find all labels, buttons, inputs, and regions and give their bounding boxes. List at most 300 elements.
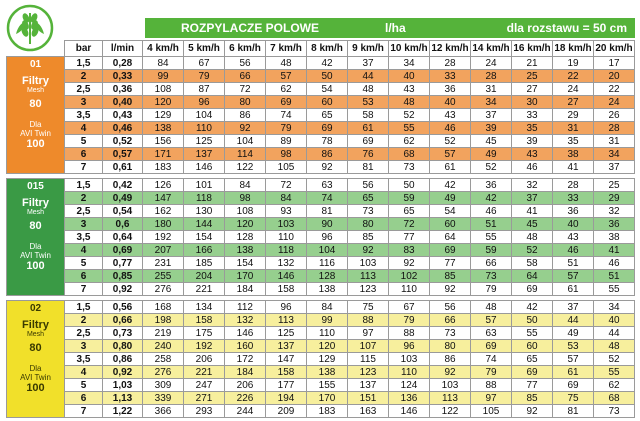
rate-cell: 113 [348,270,389,283]
rate-cell: 154 [184,231,225,244]
rate-cell: 50 [512,314,553,327]
rate-cell: 69 [348,135,389,148]
rate-cell: 198 [143,314,184,327]
rate-cell: 120 [143,96,184,109]
rate-cell: 98 [225,192,266,205]
header-speed: 4 km/h [143,41,184,57]
rate-cell: 53 [553,340,594,353]
rate-cell: 124 [389,379,430,392]
rate-cell: 92 [430,283,471,296]
rate-cell: 36 [471,179,512,192]
rate-cell: 276 [143,366,184,379]
flow-cell: 0,66 [103,314,143,327]
table-row [7,231,635,244]
rate-cell: 51 [471,218,512,231]
rate-cell: 66 [225,70,266,83]
rate-cell: 28 [594,122,635,135]
pressure-cell: 1,5 [65,301,103,314]
table-row [7,135,635,148]
table-row [7,83,635,96]
rate-cell: 162 [143,205,184,218]
filter-label: Filtry [22,319,49,331]
rate-cell: 33 [553,192,594,205]
rate-cell: 44 [594,327,635,340]
rate-cell: 74 [307,192,348,205]
avi-value: 100 [26,260,45,272]
table-row [7,353,635,366]
rate-cell: 62 [266,83,307,96]
rate-cell: 84 [307,301,348,314]
rate-cell: 52 [512,244,553,257]
rate-cell: 54 [430,205,471,218]
flow-cell: 0,85 [103,270,143,283]
rate-cell: 53 [348,96,389,109]
rate-cell: 77 [512,379,553,392]
header-speed: 5 km/h [184,41,225,57]
rate-cell: 40 [389,70,430,83]
rate-cell: 293 [184,405,225,418]
rate-cell: 65 [348,192,389,205]
rate-cell: 72 [389,218,430,231]
rate-cell: 138 [225,244,266,257]
rate-cell: 68 [389,148,430,161]
rate-cell: 60 [512,340,553,353]
rate-cell: 104 [225,135,266,148]
rate-cell: 48 [471,301,512,314]
rate-cell: 99 [307,314,348,327]
rate-cell: 134 [184,301,225,314]
rate-cell: 144 [184,218,225,231]
rate-cell: 62 [594,379,635,392]
flow-cell: 0,69 [103,244,143,257]
pressure-cell: 3,5 [65,353,103,366]
rate-cell: 35 [553,135,594,148]
pressure-cell: 2,5 [65,327,103,340]
flow-cell: 0,73 [103,327,143,340]
rate-cell: 122 [225,161,266,174]
rate-cell: 52 [471,161,512,174]
rate-cell: 43 [512,148,553,161]
rate-cell: 52 [430,135,471,148]
pressure-cell: 3 [65,218,103,231]
rate-cell: 122 [430,405,471,418]
header-speed: 12 km/h [430,41,471,57]
rate-cell: 48 [389,96,430,109]
rate-cell: 24 [553,83,594,96]
flow-cell: 0,92 [103,283,143,296]
rate-cell: 77 [430,257,471,270]
rate-cell: 114 [225,148,266,161]
rate-cell: 67 [389,301,430,314]
rate-cell: 89 [266,135,307,148]
spray-rate-table [6,40,635,418]
pressure-cell: 2 [65,314,103,327]
rate-cell: 339 [143,392,184,405]
rate-cell: 110 [266,231,307,244]
rate-cell: 20 [594,70,635,83]
flow-cell: 0,43 [103,109,143,122]
dla-label: Dla [29,120,42,129]
rate-cell: 46 [553,244,594,257]
rate-cell: 92 [430,366,471,379]
rate-cell: 61 [348,122,389,135]
rate-cell: 168 [143,301,184,314]
rate-cell: 151 [348,392,389,405]
rate-cell: 19 [553,57,594,70]
nozzle-label [7,301,64,417]
rate-cell: 36 [594,218,635,231]
rate-cell: 41 [553,161,594,174]
rate-cell: 56 [430,301,471,314]
rate-cell: 192 [184,340,225,353]
mesh-value: 80 [29,342,42,354]
rate-cell: 87 [184,83,225,96]
rate-cell: 41 [594,244,635,257]
table-row [7,379,635,392]
rate-cell: 192 [143,231,184,244]
rate-cell: 31 [553,122,594,135]
pressure-cell: 1,5 [65,57,103,70]
rate-cell: 68 [594,392,635,405]
rate-cell: 271 [184,392,225,405]
rate-cell: 128 [307,270,348,283]
table-row [7,161,635,174]
rate-cell: 219 [143,327,184,340]
rate-cell: 96 [389,340,430,353]
rate-cell: 88 [389,327,430,340]
rate-cell: 96 [307,231,348,244]
rate-cell: 69 [307,122,348,135]
rate-cell: 96 [184,96,225,109]
rate-cell: 123 [348,283,389,296]
rate-cell: 184 [225,283,266,296]
rate-cell: 44 [553,314,594,327]
rate-cell: 79 [184,70,225,83]
rate-cell: 146 [389,405,430,418]
filter-label: Filtry [22,75,49,87]
rate-cell: 97 [348,327,389,340]
rate-cell: 258 [143,353,184,366]
rate-cell: 132 [225,314,266,327]
rate-cell: 108 [225,205,266,218]
rate-cell: 110 [389,366,430,379]
rate-cell: 92 [348,244,389,257]
nozzle-code: 015 [27,181,44,192]
rate-cell: 51 [594,270,635,283]
rate-cell: 138 [307,366,348,379]
rate-cell: 110 [184,122,225,135]
rate-cell: 103 [389,353,430,366]
mesh-value: 80 [29,220,42,232]
rate-cell: 28 [553,179,594,192]
rate-cell: 146 [266,270,307,283]
rate-cell: 146 [225,327,266,340]
rate-cell: 175 [184,327,225,340]
rate-cell: 97 [471,392,512,405]
rate-cell: 177 [266,379,307,392]
rate-cell: 73 [389,161,430,174]
flow-cell: 1,13 [103,392,143,405]
rate-cell: 34 [594,301,635,314]
pressure-cell: 6 [65,148,103,161]
pressure-cell: 5 [65,135,103,148]
banner-spacing: dla rozstawu = 50 cm [506,21,627,35]
flow-cell: 0,57 [103,148,143,161]
flow-cell: 0,28 [103,57,143,70]
rate-cell: 276 [143,283,184,296]
rate-cell: 69 [553,379,594,392]
rate-cell: 63 [307,179,348,192]
rate-cell: 226 [225,392,266,405]
rate-cell: 184 [225,366,266,379]
rate-cell: 41 [512,205,553,218]
rate-cell: 98 [266,148,307,161]
flow-cell: 0,36 [103,83,143,96]
rate-cell: 49 [471,148,512,161]
rate-cell: 108 [143,83,184,96]
header-row [7,41,635,57]
rate-cell: 180 [143,218,184,231]
rate-cell: 183 [143,161,184,174]
rate-cell: 158 [266,366,307,379]
rate-cell: 172 [225,353,266,366]
rate-cell: 52 [389,109,430,122]
rate-cell: 42 [307,57,348,70]
rate-cell: 59 [471,244,512,257]
rate-cell: 40 [594,314,635,327]
pressure-cell: 6 [65,270,103,283]
rate-cell: 78 [307,135,348,148]
header-speed: 14 km/h [471,41,512,57]
rate-cell: 65 [512,353,553,366]
header-banner [145,18,635,38]
rate-cell: 30 [512,96,553,109]
rate-cell: 128 [225,231,266,244]
rate-cell: 194 [266,392,307,405]
rate-cell: 48 [348,83,389,96]
rate-cell: 63 [471,327,512,340]
pressure-cell: 2 [65,70,103,83]
pressure-cell: 4 [65,244,103,257]
rate-cell: 46 [471,205,512,218]
filter-label: Filtry [22,197,49,209]
rate-cell: 24 [594,96,635,109]
rate-cell: 49 [430,192,471,205]
nozzle-label [7,179,64,295]
rate-cell: 61 [553,283,594,296]
table-row [7,122,635,135]
rate-cell: 116 [307,257,348,270]
banner-unit: l/ha [385,21,406,35]
rate-cell: 154 [225,257,266,270]
rate-cell: 85 [430,270,471,283]
rate-cell: 74 [471,353,512,366]
rate-cell: 46 [594,257,635,270]
rate-cell: 85 [512,392,553,405]
rate-cell: 73 [348,205,389,218]
rate-cell: 80 [348,218,389,231]
rate-cell: 147 [143,192,184,205]
rate-cell: 146 [184,161,225,174]
flow-cell: 0,52 [103,135,143,148]
avi-value: 100 [26,382,45,394]
rate-cell: 83 [389,244,430,257]
rate-cell: 58 [348,109,389,122]
rate-cell: 57 [553,270,594,283]
rate-cell: 107 [348,340,389,353]
pressure-cell: 2 [65,192,103,205]
rate-cell: 48 [512,231,553,244]
rate-cell: 137 [184,148,225,161]
rate-cell: 103 [266,218,307,231]
table-row [7,96,635,109]
rate-cell: 160 [225,340,266,353]
rate-cell: 110 [389,283,430,296]
rate-cell: 92 [512,405,553,418]
rate-cell: 27 [512,83,553,96]
nozzle-group-01 [7,57,635,174]
rate-cell: 90 [307,218,348,231]
rate-cell: 45 [512,218,553,231]
nozzle-label-cell [7,179,65,296]
rate-cell: 55 [389,122,430,135]
rate-cell: 221 [184,366,225,379]
rate-cell: 37 [553,301,594,314]
nozzle-code: 02 [29,303,42,314]
avi-label: AVI Twin [20,129,51,138]
rate-cell: 24 [471,57,512,70]
rate-cell: 26 [594,109,635,122]
rate-cell: 206 [225,379,266,392]
rate-cell: 36 [553,205,594,218]
rate-cell: 113 [430,392,471,405]
rate-cell: 255 [143,270,184,283]
nozzle-label-cell [7,301,65,418]
pressure-cell: 3,5 [65,231,103,244]
rate-cell: 55 [594,366,635,379]
rate-cell: 37 [594,161,635,174]
flow-cell: 0,56 [103,301,143,314]
rate-cell: 86 [307,148,348,161]
flow-cell: 0,40 [103,96,143,109]
rate-cell: 206 [184,353,225,366]
rate-cell: 27 [553,96,594,109]
table-row [7,192,635,205]
rate-cell: 34 [389,57,430,70]
rate-cell: 209 [266,405,307,418]
rate-cell: 183 [307,405,348,418]
pressure-cell: 1,5 [65,179,103,192]
rate-cell: 92 [389,257,430,270]
rate-cell: 166 [184,244,225,257]
flow-cell: 0,80 [103,340,143,353]
pressure-cell: 4 [65,122,103,135]
rate-cell: 73 [471,270,512,283]
rate-cell: 86 [225,109,266,122]
rate-cell: 84 [225,179,266,192]
rate-cell: 28 [471,70,512,83]
rate-cell: 21 [512,57,553,70]
rate-cell: 221 [184,283,225,296]
rate-cell: 22 [594,83,635,96]
header-lmin: l/min [103,41,143,57]
rate-cell: 74 [266,109,307,122]
rate-cell: 57 [430,148,471,161]
rate-cell: 126 [143,179,184,192]
rate-cell: 55 [594,283,635,296]
table-row [7,283,635,296]
avi-label: AVI Twin [20,251,51,260]
rate-cell: 46 [430,122,471,135]
rate-cell: 92 [307,161,348,174]
rate-cell: 57 [471,314,512,327]
pressure-cell: 7 [65,161,103,174]
mesh-label: Mesh [26,331,45,338]
rate-cell: 50 [389,179,430,192]
rate-cell: 43 [430,109,471,122]
flow-cell: 0,61 [103,161,143,174]
rate-cell: 204 [184,270,225,283]
rate-cell: 34 [594,148,635,161]
pressure-cell: 3 [65,340,103,353]
rate-cell: 25 [512,70,553,83]
rate-cell: 69 [430,244,471,257]
pressure-cell: 5 [65,379,103,392]
rate-cell: 81 [553,405,594,418]
rate-cell: 130 [184,205,225,218]
rate-cell: 105 [266,161,307,174]
rate-cell: 207 [143,244,184,257]
rate-cell: 81 [348,161,389,174]
table-row [7,270,635,283]
rate-cell: 102 [389,270,430,283]
flow-cell: 0,86 [103,353,143,366]
rate-cell: 38 [594,231,635,244]
rate-cell: 75 [348,301,389,314]
rate-cell: 96 [266,301,307,314]
rate-cell: 72 [266,179,307,192]
pressure-cell: 2,5 [65,205,103,218]
rate-cell: 58 [512,257,553,270]
rate-cell: 231 [143,257,184,270]
table-row [7,57,635,70]
flow-cell: 0,64 [103,231,143,244]
pressure-cell: 5 [65,257,103,270]
rate-cell: 29 [594,192,635,205]
rate-cell: 137 [266,340,307,353]
rate-cell: 57 [266,70,307,83]
rate-cell: 103 [348,257,389,270]
header-blank [7,41,65,57]
flow-cell: 0,42 [103,179,143,192]
flow-cell: 1,03 [103,379,143,392]
rate-cell: 136 [389,392,430,405]
header-speed: 7 km/h [266,41,307,57]
rate-cell: 32 [594,205,635,218]
flow-cell: 0,54 [103,205,143,218]
rate-cell: 64 [430,231,471,244]
nozzle-label [7,57,64,173]
rate-cell: 244 [225,405,266,418]
rate-cell: 35 [512,122,553,135]
nozzle-group-02 [7,301,635,418]
rate-cell: 132 [266,257,307,270]
rate-cell: 77 [389,231,430,244]
rate-cell: 37 [471,109,512,122]
rate-cell: 69 [512,366,553,379]
rate-cell: 366 [143,405,184,418]
rate-cell: 29 [553,109,594,122]
